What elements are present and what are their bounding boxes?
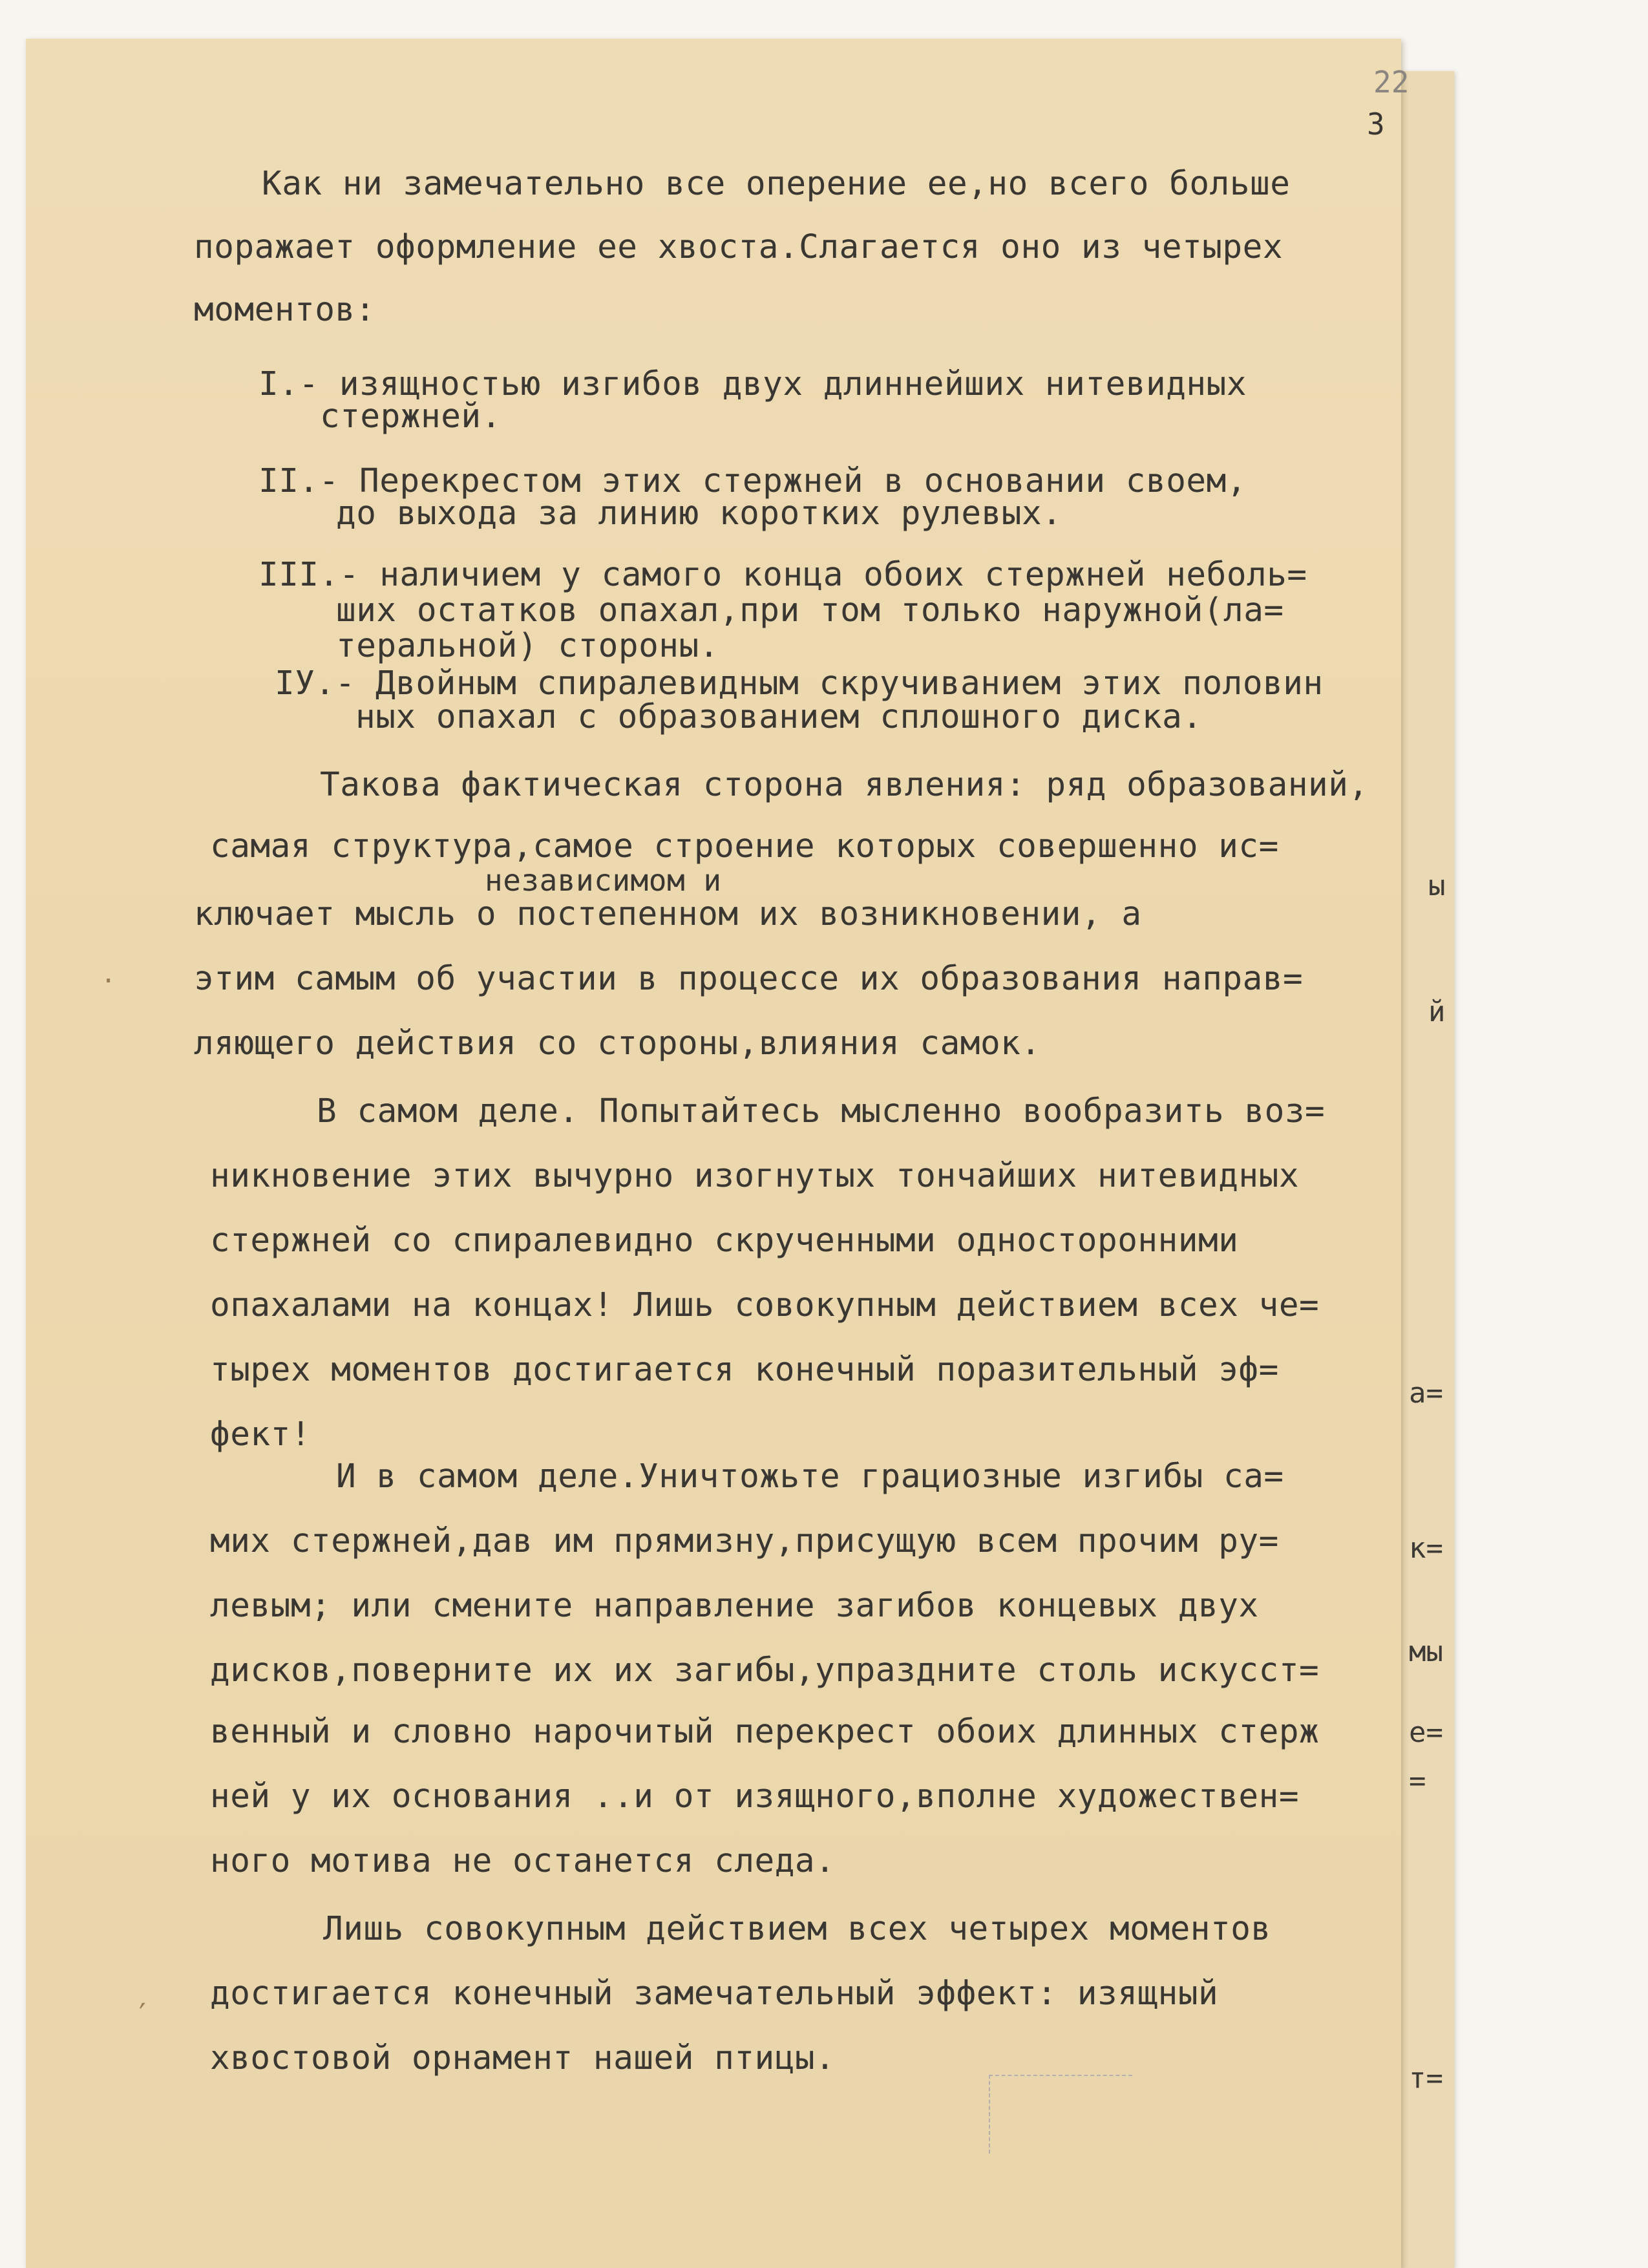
list-item-text: теральной) стороны.	[336, 627, 719, 665]
list-item-text: стержней.	[320, 397, 502, 436]
text-line: ключает мысль о постепенном их возникновении, а	[194, 895, 1142, 933]
text-line: стержней со спиралевидно скрученными односторонними	[210, 1222, 1239, 1260]
list-item-text: до выхода за линию коротких рулевых.	[336, 494, 1062, 533]
text-line: мих стержней,дав им прямизну,присущую всем прочим ру=	[210, 1522, 1279, 1560]
text-line: самая структура,самое строение которых совершенно ис=	[210, 827, 1279, 865]
text-line: Как ни замечательно все оперение ее,но всего больше	[262, 165, 1291, 203]
text-line: ного мотива не останется следа.	[210, 1842, 836, 1880]
list-item-text: ших остатков опахал,при том только наружной(ла=	[336, 591, 1284, 630]
text-line: венный и словно нарочитый перекрест обоих длинных стерж	[210, 1713, 1320, 1751]
underlying-fragment: мы	[1409, 1635, 1443, 1668]
text-line: Такова фактическая сторона явления: ряд образований,	[320, 766, 1369, 804]
text-line: тырех моментов достигается конечный поразительный эф=	[210, 1351, 1279, 1389]
text-line: поражает оформление ее хвоста.Слагается оно из четырех	[194, 228, 1284, 266]
text-line: опахалами на концах! Лишь совокупным действием всех че=	[210, 1286, 1320, 1324]
faint-stamp-mark	[989, 2075, 1132, 2154]
page-number-faint: 22	[1373, 65, 1410, 100]
text-line: фект!	[210, 1415, 312, 1454]
underlying-fragment: т=	[1409, 2062, 1443, 2095]
typed-page	[26, 39, 1410, 2268]
underlying-fragment: й	[1428, 995, 1446, 1028]
text-line: этим самым об участии в процессе их образования направ=	[194, 960, 1304, 998]
text-line: моментов:	[194, 291, 375, 329]
text-line: хвостовой орнамент нашей птицы.	[210, 2039, 836, 2077]
text-line: достигается конечный замечательный эффект: изящный	[210, 1975, 1219, 2013]
margin-mark: ·	[103, 963, 114, 999]
list-item-text: IУ.- Двойным спиралевидным скручиванием этих половин	[275, 664, 1324, 703]
margin-mark: ′	[139, 1997, 146, 2033]
list-item-text: ных опахал с образованием сплошного диска.	[355, 698, 1203, 736]
underlying-fragment: е=	[1409, 1716, 1443, 1749]
text-line: ней у их основания ..и от изящного,вполне художествен=	[210, 1777, 1300, 1816]
underlying-fragment: а=	[1409, 1377, 1443, 1410]
text-line: дисков,поверните их их загибы,упраздните столь искусст=	[210, 1651, 1320, 1690]
list-item-text: II.- Перекрестом этих стержней в основании своем,	[259, 462, 1247, 500]
text-line: Лишь совокупным действием всех четырех моментов	[323, 1910, 1271, 1948]
list-item-text: I.- изящностью изгибов двух длиннейших нитевидных	[259, 365, 1247, 403]
underlying-fragment: к=	[1409, 1532, 1443, 1565]
list-item-text: III.- наличием у самого конца обоих стержней неболь=	[259, 556, 1307, 594]
text-line: И в самом деле.Уничтожьте грациозные изгибы са=	[336, 1457, 1284, 1496]
text-line: левым; или смените направление загибов концевых двух	[210, 1587, 1259, 1625]
page-number: 3	[1367, 107, 1385, 142]
underlying-fragment: =	[1409, 1765, 1426, 1797]
handwritten-insertion: независимом и	[485, 863, 722, 898]
text-line: никновение этих вычурно изогнутых тончайших нитевидных	[210, 1157, 1300, 1195]
text-line: ляющего действия со стороны,влияния самок.	[194, 1024, 1041, 1063]
text-line: В самом деле. Попытайтесь мысленно вообразить воз=	[317, 1092, 1326, 1130]
underlying-fragment: ы	[1428, 869, 1446, 902]
